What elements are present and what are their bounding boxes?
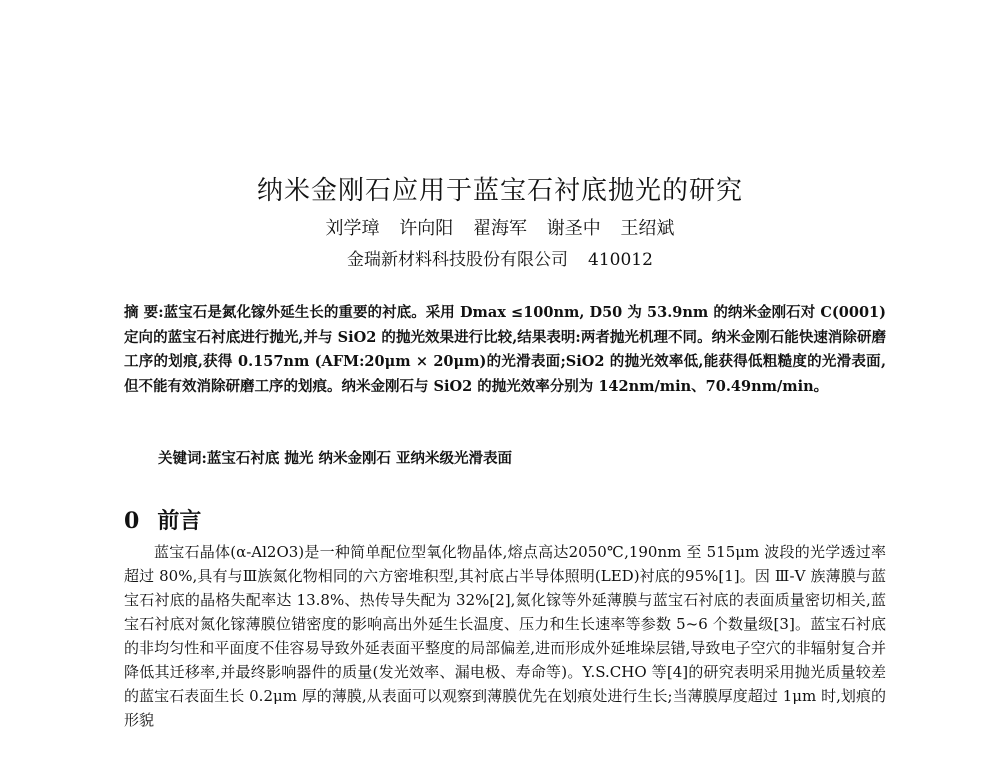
body-text (124, 540, 886, 732)
abstract (124, 301, 886, 399)
body-paragraph: 蓝宝石晶体(α-Al2O3)是一种简单配位型氧化物晶体,熔点高达2050℃,190nm 至 515μm 波段的光学透过率超过 80%,具有与Ⅲ族氮化物相同的六方密堆积型,其衬底占半导体照明(LED)衬底的95%[1]。因 Ⅲ-Ⅴ 族薄膜与蓝宝石衬底的晶格失配率达 13.8%、热传导失配为 32%[2],氮化镓等外延薄膜与蓝宝石衬底的表面质量密切相关,蓝宝石衬底对氮化镓薄膜位错密度的影响高出外延生长温度、压力和生长速率等参数 5~6 个数量级[3]。蓝宝石衬底的非均匀性和平面度不佳容易导致外延表面平整度的局部偏差,进而形成外延堆垛层错,导致电子空穴的非辐射复合并降低其迁移率,并最终影响器件的质量(发光效率、漏电极、寿命等)。Y.S.CHO 等[4]的研究表明采用抛光质量较差的蓝宝石表面生长 0.2μm 厚的薄膜,从表面可以观察到薄膜优先在划痕处进行生长;当薄膜厚度超过 1μm 时,划痕的形貌 (124, 543, 886, 729)
postcode: 410012 (588, 250, 653, 270)
affiliation: 金瑞新材料科技股份有限公司 (347, 250, 569, 270)
section-title: 前言 (157, 508, 202, 534)
keywords-text: 蓝宝石衬底 抛光 纳米金刚石 亚纳米级光滑表面 (206, 450, 513, 467)
section-heading (124, 504, 201, 535)
keywords (158, 447, 512, 468)
paper-title: 纳米金刚石应用于蓝宝石衬底抛光的研究 (256, 176, 743, 206)
author-list: 刘学璋 许向阳 翟海军 谢圣中 王绍斌 (325, 218, 675, 239)
abstract-text: 蓝宝石是氮化镓外延生长的重要的衬底。采用 Dmax ≤100nm, D50 为 53.9nm 的纳米金刚石对 C(0001)定向的蓝宝石衬底进行抛光,并与 SiO2 的抛光效果进行比较,结果表明:两者抛光机理不同。纳米金刚石能快速消除研磨工序的划痕,获得 0.157nm (AFM:20μm × 20μm)的光滑表面;SiO2 的抛光效率低,能获得低粗糙度的光滑表面,但不能有效消除研磨工序的划痕。纳米金刚石与 SiO2 的抛光效率分别为 142nm/min、70.49nm/min。 (124, 304, 886, 395)
abstract-label: 摘 要: (124, 304, 164, 321)
keywords-label: 关键词: (158, 450, 207, 467)
section-number: 0 (124, 508, 140, 534)
affiliation-line (0, 245, 1000, 270)
